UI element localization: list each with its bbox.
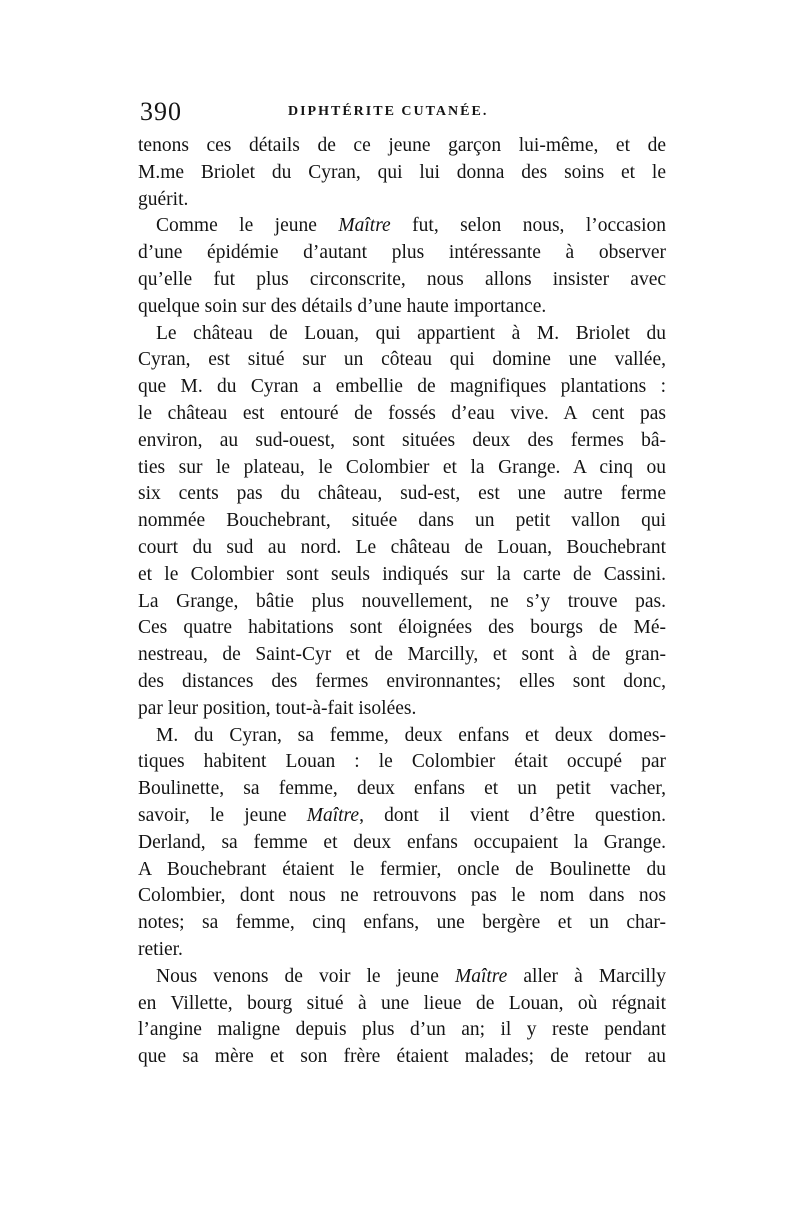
text-line: que M. du Cyran a embellie de magnifiques plantations : bbox=[138, 376, 666, 398]
text-line: tiques habitent Louan : le Colombier était occupé par bbox=[138, 751, 666, 773]
text-line: Derland, sa femme et deux enfans occupaient la Grange. bbox=[138, 831, 666, 853]
text-line: environ, au sud-ouest, sont situées deux des fermes bâ- bbox=[138, 429, 666, 451]
text-line: Boulinette, sa femme, deux enfans et un petit vacher, bbox=[138, 778, 666, 800]
text-line: Colombier, dont nous ne retrouvons pas le nom dans nos bbox=[138, 885, 666, 907]
text-line: et le Colombier sont seuls indiqués sur la carte de Cassini. bbox=[138, 563, 666, 585]
text-line: qu’elle fut plus circonscrite, nous allons insister avec bbox=[138, 268, 666, 290]
text-line: retier. bbox=[138, 938, 183, 960]
text-line: quelque soin sur des détails d’une haute importance. bbox=[138, 295, 547, 317]
text-line: Cyran, est situé sur un côteau qui domine une vallée, bbox=[138, 349, 666, 371]
text-line: en Villette, bourg situé à une lieue de Louan, où régnait bbox=[138, 992, 666, 1014]
text-line: Nous venons de voir le jeune Maître aller à Marcilly bbox=[156, 965, 666, 987]
text-line: nommée Bouchebrant, située dans un petit vallon qui bbox=[138, 510, 666, 532]
text-line: le château est entouré de fossés d’eau vive. A cent pas bbox=[138, 402, 666, 424]
text-line: savoir, le jeune Maître, dont il vient d’être question. bbox=[138, 804, 666, 826]
text-line: d’une épidémie d’autant plus intéressante à observer bbox=[138, 242, 666, 264]
text-line: que sa mère et son frère étaient malades; de retour au bbox=[138, 1046, 666, 1068]
body-text bbox=[138, 133, 666, 1071]
text-line: notes; sa femme, cinq enfans, une bergère et un char- bbox=[138, 912, 666, 934]
text-line: par leur position, tout-à-fait isolées. bbox=[138, 697, 417, 719]
text-line: l’angine maligne depuis plus d’un an; il y reste pendant bbox=[138, 1019, 666, 1041]
text-line: tenons ces détails de ce jeune garçon lui-même, et de bbox=[138, 135, 666, 156]
text-line: court du sud au nord. Le château de Louan, Bouchebrant bbox=[138, 536, 666, 558]
text-line: nestreau, de Saint-Cyr et de Marcilly, et sont à de gran- bbox=[138, 644, 666, 666]
text-line: La Grange, bâtie plus nouvellement, ne s’y trouve pas. bbox=[138, 590, 666, 612]
text-line: Ces quatre habitations sont éloignées des bourgs de Mé- bbox=[138, 617, 666, 639]
text-line: A Bouchebrant étaient le fermier, oncle de Boulinette du bbox=[138, 858, 666, 880]
text-line: ties sur le plateau, le Colombier et la Grange. A cinq ou bbox=[138, 456, 666, 478]
text-line: M. du Cyran, sa femme, deux enfans et deux domes- bbox=[156, 724, 666, 746]
text-line: Comme le jeune Maître fut, selon nous, l’occasion bbox=[156, 215, 666, 237]
text-line: Le château de Louan, qui appartient à M. Briolet du bbox=[156, 322, 666, 344]
page-number: 390 bbox=[140, 97, 182, 126]
text-line: des distances des fermes environnantes; elles sont donc, bbox=[138, 670, 666, 692]
text-line: guérit. bbox=[138, 188, 189, 210]
text-line: six cents pas du château, sud-est, est une autre ferme bbox=[138, 483, 666, 505]
page-header bbox=[140, 97, 665, 127]
text-line: M.me Briolet du Cyran, qui lui donna des soins et le bbox=[138, 161, 666, 183]
running-title: DIPHTÉRITE CUTANÉE. bbox=[288, 104, 489, 119]
